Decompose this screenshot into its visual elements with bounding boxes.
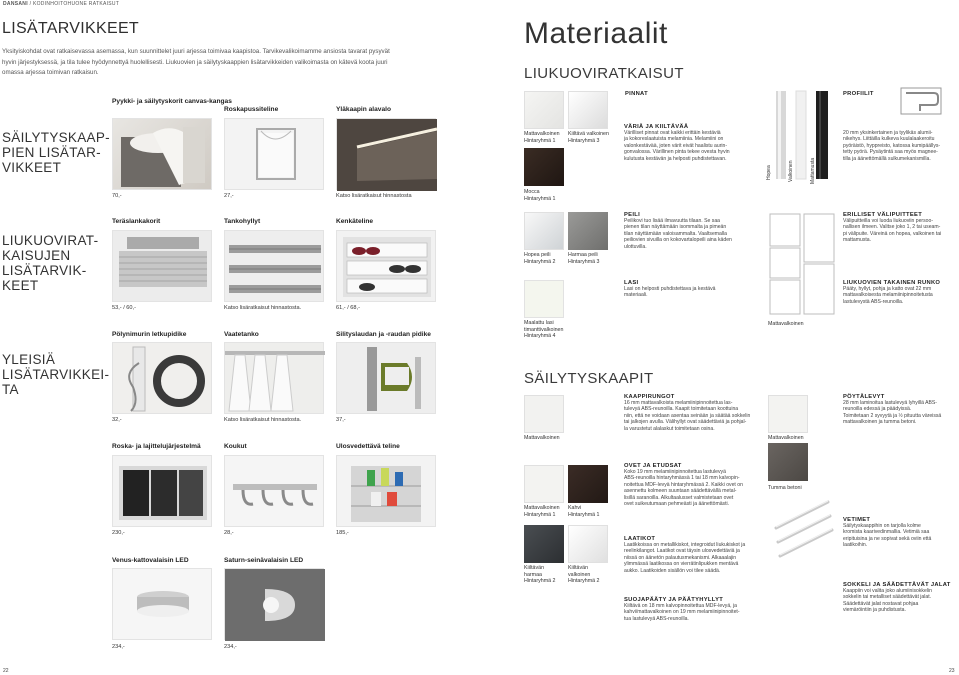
swatch-label: Tumma betoni: [768, 485, 802, 491]
body-line: ABS-reunoilla hintaryhmässä 1 tai 18 mm kalvopin-: [624, 475, 740, 482]
body-line: materiaali.: [624, 292, 648, 299]
body-line: kromista kaarivedinmallia. Vetimiä saa: [843, 529, 930, 536]
block-heading: LAATIKOT: [624, 536, 656, 542]
kaappirungot-block: [624, 394, 759, 432]
under-cabinet-light-photo: [336, 118, 436, 190]
block-heading: VÄRIÄ JA KIILTÄVÄÄ: [624, 124, 689, 130]
body-line: tai jalkojen avulla. Välihyllyt ovat säädettäviä ja pohjal-: [624, 419, 747, 426]
body-line: Säädettävät jalat nostavat pohjaa: [843, 600, 919, 607]
swatch-maalattu-lasi: [524, 280, 564, 318]
swatch-label: [524, 565, 556, 585]
body-line: pyöräistö, hyppreisto, katossa kumipäällys-: [843, 142, 941, 149]
profile-diagram-icon: [900, 87, 942, 115]
body-line: aukko. Laatikoiden sisällön voi tilee säädä.: [624, 567, 721, 574]
body-line: niin, että ne voidaan asentaa seinään ja säätää sokkelin: [624, 412, 751, 419]
block-heading: KAAPPIRUNGOT: [624, 394, 675, 400]
sliding-doors-subtitle: LIUKUOVIRATKAISUT: [524, 65, 684, 82]
section-heading-yleisia: [2, 352, 109, 397]
product-name: Vaatetanko: [224, 331, 259, 338]
block-heading: VETIMET: [843, 517, 871, 523]
body-line: valonkestävää, joten värit eivät haalistu aurin-: [624, 142, 728, 149]
section-line: TA: [2, 382, 19, 397]
body-line: nikehys. Liittäilla kulkeva kuulalaakeroitu: [843, 136, 935, 143]
breadcrumb-sep: /: [27, 1, 33, 7]
ironing-holder-photo: [336, 342, 436, 414]
swatch-label: [524, 252, 556, 265]
swatch-label-line: Kiiltävän: [524, 565, 545, 571]
swatch-label-line: Hintaryhmä 1: [568, 511, 600, 518]
swatch-label: [524, 505, 560, 518]
body-line: reelinkilangot. Laatikot ovat täysin ulosvedettäviä ja: [624, 548, 740, 555]
swatch-label: Mattavalkoinen: [524, 435, 560, 441]
laundry-basket-photo: [112, 118, 212, 190]
swatch-label-line: Hintaryhmä 2: [568, 578, 600, 585]
product-price: Katso lisäratkaisut hinnastosta.: [224, 305, 302, 311]
materials-title: Materiaalit: [524, 17, 668, 50]
product-name: Tankohyllyt: [224, 218, 261, 225]
product-price: 61,- / 68,-: [336, 305, 360, 311]
swatch-label: [524, 320, 563, 340]
body-line: Peilikovi tuo lisää ilmavuutta tilaan. Se saa: [624, 218, 720, 224]
body-line: Värilliset pinnat ovat kaikki erittäin kestäviä: [624, 130, 721, 136]
product-name: Koukut: [224, 443, 247, 450]
profile-samples: [768, 91, 838, 187]
lasi-block: [624, 280, 754, 299]
swatch-label: [568, 131, 609, 144]
profiilit-text: [843, 130, 953, 162]
body-line: tilla ja äänettömällä sulkumekanismilla.: [843, 155, 931, 162]
laatikot-block: [624, 536, 759, 574]
body-line: ovet suikeutumaan pehmeästi ja äänettömästi.: [624, 501, 730, 508]
section-line: LIUKUOVIRAT-: [2, 233, 99, 248]
swatch-label-line: Hintaryhmä 2: [524, 578, 556, 585]
vacuum-hose-holder-photo: [112, 342, 212, 414]
profile-label: Valkoinen: [788, 160, 794, 182]
body-line: eripituisina ja ne sopivat sekä oviin että: [843, 535, 932, 542]
poytalevyt-block: [843, 394, 955, 426]
block-heading: ERILLISET VÄLIPUITTEET: [843, 212, 923, 218]
swatch-label-line: Mattavalkoinen: [524, 131, 560, 137]
section-line: PIEN LISÄTAR-: [2, 145, 101, 160]
swatch-ovet-mattavalkoinen: [524, 465, 564, 503]
body-line: pi välipuite. Väreinä on hopea, valkoinen tai: [843, 230, 942, 237]
pull-out-rack-photo: [336, 455, 436, 527]
breadcrumb-sub: KODINHOITOHUONE RATKAISUT: [32, 1, 120, 7]
body-line: peiliovien sivuilla on kokovartalopeili aina käden: [624, 237, 732, 244]
product-price: 230,-: [112, 530, 125, 536]
body-line: mattavalkoinen ja tumma betoni.: [843, 419, 917, 426]
section-line: SÄILYTYSKAAP-: [2, 130, 110, 145]
intro-text: [2, 47, 447, 79]
swatch-label-line: harmaa: [524, 571, 542, 578]
swatch-tumma-betoni: [768, 443, 808, 481]
breadcrumb: [3, 1, 119, 7]
product-name: Ulosvedettävä teline: [336, 443, 400, 450]
storage-cabinets-title: SÄILYTYSKAAPIT: [524, 370, 654, 387]
product-price: 37,-: [336, 417, 346, 423]
swatch-label-line: Hintaryhmä 3: [568, 258, 600, 265]
swatch-label-line: Hintaryhmä 1: [524, 137, 556, 144]
swatch-label-line: valkoinen: [568, 571, 591, 578]
swatch-hopea-peili: [524, 212, 564, 250]
swatch-label: [568, 252, 600, 265]
wire-basket-photo: [112, 230, 212, 302]
body-line: asennettu kolmeen suuntaan säädettävällä metal-: [624, 488, 737, 495]
intro-line: hyvin järjestyksessä, ja tila tulee hyödynnettyä huolellisesti. Liukuovien ja säilytyskaappien lisätarvikkeiden valikoimasta on kätevä koota juuri: [2, 58, 388, 66]
page-number-right: 23: [949, 668, 955, 674]
swatch-label-line: Kiiltävä valkoinen: [568, 131, 609, 137]
suojapaaty-block: [624, 597, 759, 622]
swatch-label-line: Kahvi: [568, 505, 582, 511]
block-heading: LIUKUOVIEN TAKAINEN RUNKO: [843, 280, 941, 286]
body-line: Välipuitteilla voi luoda liukuoviin persoo-: [843, 218, 934, 224]
product-name-line: Pyykki- ja säilytyskorit canvas-kangas: [112, 98, 232, 105]
section-line: KAISUJEN: [2, 248, 71, 263]
profiilit-heading: PROFIILIT: [843, 91, 874, 97]
body-line: Koko 19 mm melamiinipinnoitettua lastulevyä: [624, 469, 726, 475]
block-heading: SOKKELI JA SÄÄDETTÄVÄT JALAT: [843, 582, 951, 588]
intro-line: omassa arjessa toimivan ratkaisun.: [2, 69, 99, 76]
body-line: mattamusta.: [843, 237, 872, 244]
body-line: tulevyä ABS-reunoilla. Kaapit toimitetaan koottuina: [624, 406, 739, 413]
body-line: 28 mm laminoitua lastulevyä lyhyillä ABS-: [843, 400, 937, 406]
product-name: [112, 97, 232, 106]
body-line: nallisen ilmeen. Valitse joko 1, 2 tai useam-: [843, 224, 941, 231]
swatch-label-line: timanttivalkoinen: [524, 326, 564, 333]
swatch-label-line: Mattavalkoinen: [524, 505, 560, 511]
product-name: Venus-kattovalaisin LED: [112, 557, 189, 564]
breadcrumb-brand: DANSANI: [3, 1, 28, 7]
body-line: tilan näyttämään valoisammalta. Vaaltsemalla: [624, 230, 727, 237]
pinnat-heading: PINNAT: [625, 91, 648, 97]
body-line: mattavalkoisesta melamiinipinnoitetusta: [843, 292, 933, 299]
swatch-label-line: Kiiltävän: [568, 565, 589, 571]
swatch-mocca: [524, 148, 564, 186]
product-name: Roskapussiteline: [224, 106, 279, 113]
block-heading: PÖYTÄLEVYT: [843, 394, 885, 400]
page-title: LISÄTARVIKKEET: [2, 20, 139, 37]
vetimet-block: [843, 517, 955, 549]
swatch-label-line: Mocca: [524, 189, 540, 195]
body-line: reunoilla edessä ja päädyissä.: [843, 406, 912, 413]
section-line: LISÄTARVIKKEI-: [2, 367, 110, 382]
section-line: LISÄTARVIK-: [2, 263, 87, 278]
section-heading-liukuovi: [2, 233, 98, 293]
body-line: niissä on äänetön palautusmekanismi. Alkaaalajin: [624, 554, 737, 561]
product-price: 234,-: [112, 644, 125, 650]
product-name: Roska- ja lajittelujärjestelmä: [112, 443, 201, 450]
section-line: VIKKEET: [2, 160, 62, 175]
swatch-label-line: Hintaryhmä 1: [524, 511, 556, 518]
product-price: Katso lisäratkaisut hinnastosta.: [224, 417, 302, 423]
body-line: tua lastulevyä ABS-reunoilla.: [624, 615, 689, 622]
intro-line: Yksityiskohdat ovat ratkaisevassa asemassa, kun suunnittelet juuri arjessa toimivaa kaapistoa. Tarvikevalikoimamme ansiosta tavarat pysyvät: [2, 48, 390, 55]
body-line: noitettua MDF-levyä hintaryhmässä 2. Kaikki ovet on: [624, 481, 743, 488]
product-name: Saturn-seinävalaisin LED: [224, 557, 304, 564]
valipuitteet-block: [843, 212, 955, 244]
block-heading: PEILI: [624, 212, 640, 218]
product-price: 32,-: [112, 417, 122, 423]
block-heading: OVET JA ETUDSAT: [624, 463, 682, 469]
body-line: 16 mm mattavalkoista melamiinipinnoitettua las-: [624, 400, 733, 406]
section-line: YLEISIÄ: [2, 352, 56, 367]
body-line: Kiiltävä on 18 mm kalvopinnoitettua MDF-levyä, ja: [624, 603, 737, 609]
product-name: Silityslaudan ja -raudan pidike: [336, 331, 431, 338]
product-price: 53,- / 60,-: [112, 305, 136, 311]
sokkeli-block: [843, 582, 955, 614]
clothes-rail-photo: [224, 342, 324, 414]
block-heading: SUOJAPÄÄTY JA PÄÄTYHYLLYT: [624, 597, 724, 603]
swatch-runko-mattavalkoinen: [524, 395, 564, 433]
waste-sorting-photo: [112, 455, 212, 527]
profile-label: Mattamusta: [810, 157, 816, 184]
product-price: 234,-: [224, 644, 237, 650]
divider-frames-diagram: [768, 212, 838, 318]
swatch-label: Mattavalkoinen: [768, 321, 804, 327]
body-line: viemäröintiin ja puhdistusta.: [843, 607, 906, 614]
body-line: lisillä saranoilla. Alkultaalusset valmistetaan ovet: [624, 494, 734, 501]
swatch-poytalevy-mattavalkoinen: [768, 395, 808, 433]
body-line: Laatikkoissa on metallikiskot, integroidut liukukiskot ja: [624, 542, 746, 548]
product-price: 185,-: [336, 530, 349, 536]
swatch-label: [568, 505, 600, 518]
body-line: kahvi/mattavalkoinen on 19 mm melamiinipinnoitet-: [624, 609, 740, 616]
body-line: ja kokoreslaatuista melamiinia. Melamiini on: [624, 136, 724, 143]
product-name: Kenkäteline: [336, 218, 374, 225]
takarunko-block: [843, 280, 955, 305]
hooks-photo: [224, 455, 324, 527]
body-line: lastulevystä ABS-reunoilla.: [843, 298, 904, 305]
body-line: kulutusta kestävän ja helposti puhdistettavan.: [624, 155, 727, 162]
body-line: laatikoihin.: [843, 542, 868, 549]
bar-shelf-photo: [224, 230, 324, 302]
swatch-harmaa-peili: [568, 212, 608, 250]
swatch-kiiltava-valkoinen-2: [568, 525, 608, 563]
body-line: tetty pyörä. Pysäytintä saa myös magnee-: [843, 149, 938, 156]
kiiltavaa-block: [624, 124, 754, 162]
product-name: Pölynimurin letkupidike: [112, 331, 187, 338]
body-line: Kaappiin voi valita joko alumiinisokkelin: [843, 588, 932, 594]
body-line: Lasi on helposti puhdistettava ja kestävä: [624, 286, 716, 292]
section-line: KEET: [2, 278, 39, 293]
section-heading-sailytys: [2, 130, 110, 175]
ceiling-lamp-photo: [112, 568, 212, 640]
swatch-label-line: Hintaryhmä 1: [524, 195, 556, 202]
body-line: pienen tilan näyttämään isommalta ja pimeän: [624, 224, 727, 231]
swatch-label-line: Harmaa peili: [568, 252, 598, 258]
body-line: 20 mm yksinkertainen ja tyylikäs alumii-: [843, 130, 933, 136]
body-line: gonvalossa. Värillinen pinta tekee ovesta hyvin: [624, 149, 730, 156]
ovet-block: [624, 463, 759, 507]
swatch-mattavalkoinen: [524, 91, 564, 129]
product-name: Yläkaapin alavalo: [336, 106, 391, 113]
swatch-label-line: Hintaryhmä 4: [524, 333, 556, 340]
peili-block: [624, 212, 759, 250]
body-line: ylimmässä laatikossa on vierrätinlipukken mentävä: [624, 561, 739, 568]
body-line: la varustetut alalaskut toimitetaan osina.: [624, 425, 715, 432]
swatch-label: [568, 565, 600, 585]
shoe-rack-photo: [336, 230, 436, 302]
product-name: Teräslankakorit: [112, 218, 161, 225]
swatch-label-line: Hintaryhmä 2: [524, 258, 556, 265]
body-line: Toimitetaan 2 syvyytä ja ½ pituutta väreissä: [843, 412, 942, 419]
swatch-label-line: Hintaryhmä 3: [568, 137, 600, 144]
product-price: Katso lisäratkaisut hinnastosta: [336, 193, 412, 199]
product-price: 27,-: [224, 193, 234, 199]
body-line: ulottuvilla.: [624, 243, 647, 250]
swatch-kiiltava-valkoinen: [568, 91, 608, 129]
body-line: Säilytyskaappihin on tarjolla kolme: [843, 523, 921, 529]
wall-lamp-photo: [224, 568, 324, 640]
swatch-label: Mattavalkoinen: [768, 435, 804, 441]
handles-photo: [768, 492, 838, 564]
swatch-kiiltava-harmaa: [524, 525, 564, 563]
body-line: Pääty, hyllyt, pohja ja katto ovat 22 mm: [843, 286, 932, 292]
swatch-kahvi: [568, 465, 608, 503]
product-price: 28,-: [224, 530, 234, 536]
profile-label: Hopea: [766, 165, 772, 180]
block-heading: LASI: [624, 280, 639, 286]
swatch-label: [524, 189, 556, 202]
body-line: sokkelin tai metalliset säädettävät jalat.: [843, 594, 932, 601]
swatch-label-line: Hopea peili: [524, 252, 551, 258]
swatch-label: [524, 131, 560, 144]
trash-bag-holder-photo: [224, 118, 324, 190]
swatch-label-line: Maalattu lasi: [524, 320, 554, 326]
product-price: 70,-: [112, 193, 122, 199]
page-number-left: 22: [3, 668, 9, 674]
